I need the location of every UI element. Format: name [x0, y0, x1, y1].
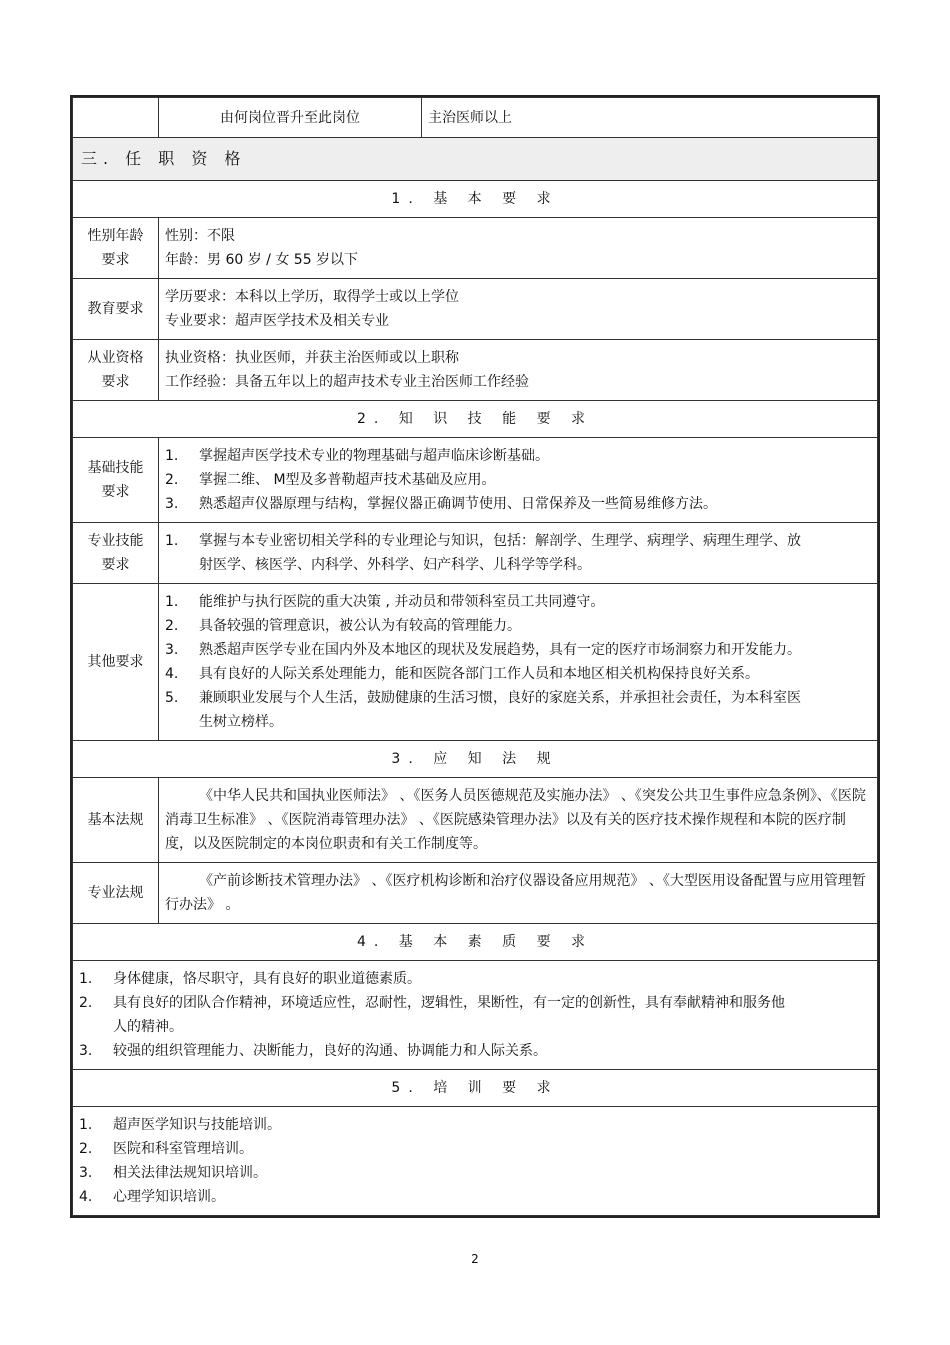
section-title: 三. 任 职 资 格: [73, 138, 878, 181]
requirement-row: [73, 218, 878, 279]
list-item: 2. 掌握二维、 M型及多普勒超声技术基础及应用。: [165, 472, 496, 488]
row-label: 专业技能 要求: [73, 523, 159, 584]
law-row: [73, 863, 878, 924]
row-content: 《产前诊断技术管理办法》 、《医疗机构诊断和治疗仪器设备应用规范》 、《大型医用设备配置与应用管理暂行办法》 。: [159, 863, 878, 924]
row-label: 性别年龄 要求: [73, 218, 159, 279]
list-item: 5. 兼顾职业发展与个人生活，鼓励健康的生活习惯，良好的家庭关系，并承担社会责任，为本科室医生树立榜样。: [165, 690, 801, 730]
page-number: 2: [471, 1252, 479, 1266]
row-label: 其他要求: [73, 584, 159, 741]
list-item: 3. 相关法律法规知识培训。: [79, 1165, 267, 1181]
row-content: 《中华人民共和国执业医师法》 、《医务人员医德规范及实施办法》 、《突发公共卫生事件应急条例》、《医院消毒卫生标准》 、《医院消毒管理办法》 、《医院感染管理办法》以及有关的医疗技术操作规程和本院的医疗制度，以及医院制定的本岗位职责和有关工作制度等。: [159, 778, 878, 863]
row-label: 专业法规: [73, 863, 159, 924]
list-item: 4. 心理学知识培训。: [79, 1189, 225, 1205]
list-item: 3. 熟悉超声仪器原理与结构，掌握仪器正确调节使用、日常保养及一些简易维修方法。: [165, 496, 717, 512]
promotion-value: 主治医师以上: [422, 98, 878, 138]
row-content: [159, 438, 878, 523]
row-content: [159, 584, 878, 741]
job-qualification-table: [70, 95, 880, 1218]
requirement-row: [73, 340, 878, 401]
row-label: 基础技能 要求: [73, 438, 159, 523]
list-item: 1. 身体健康，恪尽职守，具有良好的职业道德素质。: [79, 971, 421, 987]
promotion-label: 由何岗位晋升至此岗位: [159, 98, 422, 138]
list-item: 1. 超声医学知识与技能培训。: [79, 1117, 281, 1133]
list-item: 1. 掌握与本专业密切相关学科的专业理论与知识，包括：解剖学、生理学、病理学、病理生理学、放射医学、核医学、内科学、外科学、妇产科学、儿科学等学科。: [165, 533, 801, 573]
quality-list: [73, 961, 878, 1070]
requirement-row: [73, 523, 878, 584]
law-row: [73, 778, 878, 863]
quality-heading: 4. 基 本 素 质 要 求: [73, 924, 878, 961]
row-content: [159, 523, 878, 584]
list-item: 3. 熟悉超声医学专业在国内外及本地区的现状及发展趋势，具有一定的医疗市场洞察力和开发能力。: [165, 642, 801, 658]
basic-heading: 1. 基 本 要 求: [73, 181, 878, 218]
list-item: 1. 能维护与执行医院的重大决策 , 并动员和带领科室员工共同遵守。: [165, 594, 605, 610]
row-content: 执业资格：执业医师，并获主治医师或以上职称 工作经验：具备五年以上的超声技术专业主治医师工作经验: [159, 340, 878, 401]
list-item: 4. 具有良好的人际关系处理能力，能和医院各部门工作人员和本地区相关机构保持良好关系。: [165, 666, 759, 682]
row-label: 从业资格 要求: [73, 340, 159, 401]
row-content: 学历要求：本科以上学历，取得学士或以上学位 专业要求：超声医学技术及相关专业: [159, 279, 878, 340]
requirement-row: [73, 438, 878, 523]
row-content: 性别：不限 年龄：男 60 岁 / 女 55 岁以下: [159, 218, 878, 279]
laws-heading: 3. 应 知 法 规: [73, 741, 878, 778]
row-label: 教育要求: [73, 279, 159, 340]
requirement-row: [73, 584, 878, 741]
row-label: 基本法规: [73, 778, 159, 863]
skills-heading: 2. 知 识 技 能 要 求: [73, 401, 878, 438]
training-heading: 5. 培 训 要 求: [73, 1070, 878, 1107]
list-item: 2. 医院和科室管理培训。: [79, 1141, 253, 1157]
list-item: 2. 具备较强的管理意识，被公认为有较高的管理能力。: [165, 618, 521, 634]
empty-cell: [73, 98, 159, 138]
training-list: [73, 1107, 878, 1216]
requirement-row: [73, 279, 878, 340]
promotion-row: [73, 98, 878, 138]
list-item: 2. 具有良好的团队合作精神，环境适应性，忍耐性，逻辑性，果断性，有一定的创新性，具有奉献精神和服务他人的精神。: [79, 995, 785, 1035]
list-item: 3. 较强的组织管理能力、决断能力，良好的沟通、协调能力和人际关系。: [79, 1043, 547, 1059]
list-item: 1. 掌握超声医学技术专业的物理基础与超声临床诊断基础。: [165, 448, 549, 464]
